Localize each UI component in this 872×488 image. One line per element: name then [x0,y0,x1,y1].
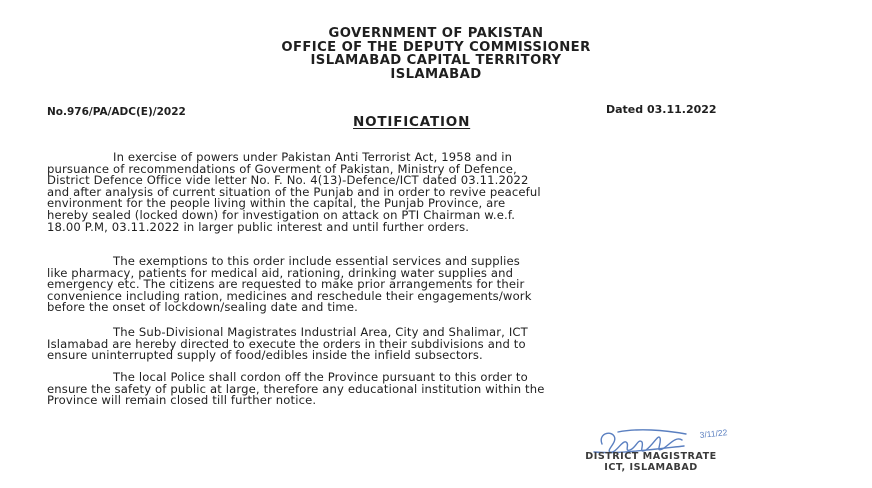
letterhead-line-territory: ISLAMABAD CAPITAL TERRITORY [310,53,562,68]
paragraph-line: emergency etc. The citizens are requested to make prior arrangements for their [47,277,525,292]
paragraph-line: like pharmacy, patients for medical aid, rationing, drinking water supplies and [47,265,514,280]
paragraph-police [47,372,747,407]
paragraph-line: The exemptions to this order include essential services and supplies [113,254,521,268]
letterhead-line-city: ISLAMABAD [390,66,482,82]
paragraph-line: The Sub-Divisional Magistrates Industrial Area, City and Shalimar, ICT [113,325,528,339]
paragraph-line: In exercise of powers under Pakistan Anti Terrorist Act, 1958 and in [113,150,513,164]
paragraph-line: environment for the people living within the capital, the Punjab Province, are [47,196,506,211]
paragraph-order [47,152,747,233]
paragraph-line: ensure the safety of public at large, therefore any educational institution within the [47,381,545,396]
signatory-title [556,451,746,473]
reference-number: No.976/PA/ADC(E)/2022 [47,106,186,118]
paragraph-line: 18.00 P.M, 03.11.2022 in larger public interest and until further orders. [47,219,470,234]
document-title: NOTIFICATION [353,114,471,130]
paragraph-line: The local Police shall cordon off the Province pursuant to this order to [113,370,528,384]
paragraph-line: and after analysis of current situation of the Punjab and in order to revive peaceful [47,184,541,199]
signature-ink [594,430,686,453]
signatory-location: ICT, ISLAMABAD [604,462,698,473]
issue-date: Dated 03.11.2022 [606,103,717,116]
paragraph-line: pursuance of recommendations of Goverment of Pakistan, Ministry of Defence, [47,161,517,176]
signatory-designation: DISTRICT MAGISTRATE [585,451,717,462]
letterhead [0,27,872,81]
paragraph-line: ensure uninterrupted supply of food/edibles inside the infield subsectors. [47,348,483,363]
paragraph-line: Islamabad are hereby directed to execute the orders in their subdivisions and to [47,336,526,351]
letterhead-line-office: OFFICE OF THE DEPUTY COMMISSIONER [281,39,591,55]
paragraph-line: District Defence Office vide letter No. F. No. 4(13)-Defence/ICT dated 03.11.2022 [47,173,529,188]
paragraph-line: Province will remain closed till further notice. [47,393,317,408]
paragraph-line: convenience including ration, medicines and reschedule their engagements/work [47,288,532,303]
signature-date: 3/11/22 [699,427,728,440]
letterhead-line-government: GOVERNMENT OF PAKISTAN [328,26,544,41]
paragraph-line: hereby sealed (locked down) for investigation on attack on PTI Chairman w.e.f. [47,207,516,222]
paragraph-exemptions [47,256,747,314]
paragraph-line: before the onset of lockdown/sealing date and time. [47,300,358,315]
paragraph-magistrates [47,327,747,362]
